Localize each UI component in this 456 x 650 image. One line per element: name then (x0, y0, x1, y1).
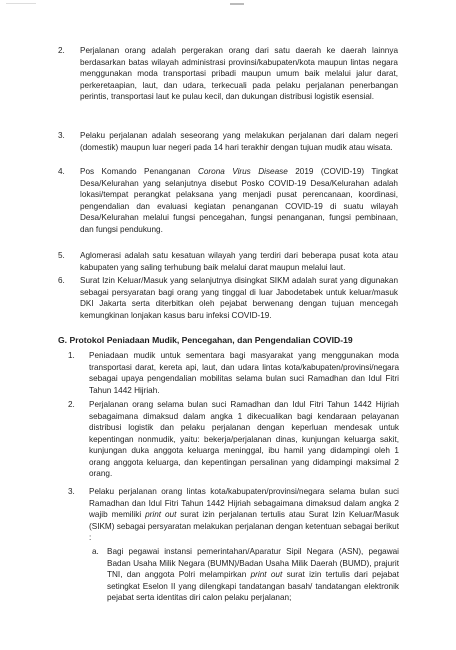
section-heading-g: G. Protokol Peniadaan Mudik, Pencegahan, dan Pengendalian COVID-19 (58, 335, 353, 345)
item-text: Perjalanan orang adalah pergerakan orang dari satu daerah ke daerah lainnya berdasarkan batas wilayah administrasi provinsi/kabupaten/kota maupun lintas negara menggunakan moda transportasi pribadi maupun umum baik melalui jalur darat, perkeretaapian, laut, dan udara, terkecuali pada pelaku perjalanan penerbangan perintis, transportasi laut ke pulau kecil, dan dukungan distribusi logistik esensial. (80, 46, 398, 101)
item-text: Pelaku perjalanan adalah seseorang yang melakukan perjalanan dari dalam negeri (domestik) maupun luar negeri pada 14 hari terakhir dengan tujuan mudik atau wisata. (80, 131, 398, 152)
item-number: 3. (58, 131, 65, 140)
item-number: 2. (68, 400, 75, 409)
item-text: Bagi pegawai instansi pemerintahan/Aparatur Sipil Negara (ASN), pegawai Badan Usaha Milik Negara (BUMN)/Badan Usaha Milik Daerah (BUMD), prajurit TNI, dan anggota Polri melampirkan print out surat izin tertulis dari pejabat setingkat Eselon II yang dilengkapi tandatangan basah/ tandatangan elektronik pejabat serta identitas diri calon pelaku perjalanan; (107, 547, 399, 602)
item-number: 4. (58, 167, 65, 176)
item-number: 1. (68, 351, 75, 360)
item-number: 3. (68, 487, 75, 496)
item-number: 5. (58, 251, 65, 260)
item-text: Peniadaan mudik untuk sementara bagi masyarakat yang menggunakan moda transportasi darat, kereta api, laut, dan udara lintas kota/kabupaten/provinsi/negara sebagai upaya pengendalian mobilitas selama bulan suci Ramadhan dan Idul Fitri Tahun 1442 Hijriah. (89, 351, 399, 395)
item-text: Aglomerasi adalah satu kesatuan wilayah yang terdiri dari beberapa pusat kota atau kabupaten yang saling terhubung baik melalui darat maupun melalui laut. (80, 251, 398, 272)
item-number: 6. (58, 276, 65, 285)
item-text: Surat Izin Keluar/Masuk yang selanjutnya disingkat SIKM adalah surat yang digunakan sebagai persyaratan bagi orang yang tinggal di luar Jabodetabek untuk keluar/masuk DKI Jakarta serta diterbitkan oleh pejabat berwenang dengan tujuan mencegah kemungkinan lonjakan kasus baru infeksi COVID-19. (80, 276, 398, 320)
item-text: Pos Komando Penanganan Corona Virus Disease 2019 (COVID-19) Tingkat Desa/Kelurahan yang selanjutnya disebut Posko COVID-19 Desa/Kelurahan adalah lokasi/tempat perangkat pelaksana yang menjadi pusat perencanaan, koordinasi, pengendalian dan evaluasi kegiatan penanganan COVID-19 di suatu wilayah Desa/Kelurahan melalui fungsi pencegahan, fungsi penanganan, fungsi pembinaan, dan fungsi pendukung. (80, 167, 398, 234)
item-number: 2. (58, 46, 65, 55)
scan-artifact-left (6, 3, 36, 4)
item-letter: a. (92, 547, 99, 556)
item-text: Perjalanan orang selama bulan suci Ramadhan dan Idul Fitri Tahun 1442 Hijriah sebagaimana dimaksud dalam angka 1 dikecualikan bagi kendaraan pelayanan distribusi logistik dan pelaku perjalanan dengan keperluan mendesak untuk kepentingan nonmudik, yaitu: bekerja/perjalanan dinas, kunjungan keluarga sakit, kunjungan duka anggota keluarga meninggal, ibu hamil yang didampingi oleh 1 orang anggota keluarga, dan kepentingan persalinan yang didampingi maksimal 2 orang. (89, 400, 399, 478)
scan-artifact-top (230, 3, 244, 5)
item-text: Pelaku perjalanan orang lintas kota/kabupaten/provinsi/negara selama bulan suci Ramadhan dan Idul Fitri Tahun 1442 Hijriah sebagaimana dimaksud dalam angka 2 wajib memiliki print out surat izin perjalanan tertulis atau Surat Izin Keluar/Masuk (SIKM) sebagai persyaratan melakukan perjalanan dengan ketentuan sebagai berikut : (89, 487, 399, 542)
